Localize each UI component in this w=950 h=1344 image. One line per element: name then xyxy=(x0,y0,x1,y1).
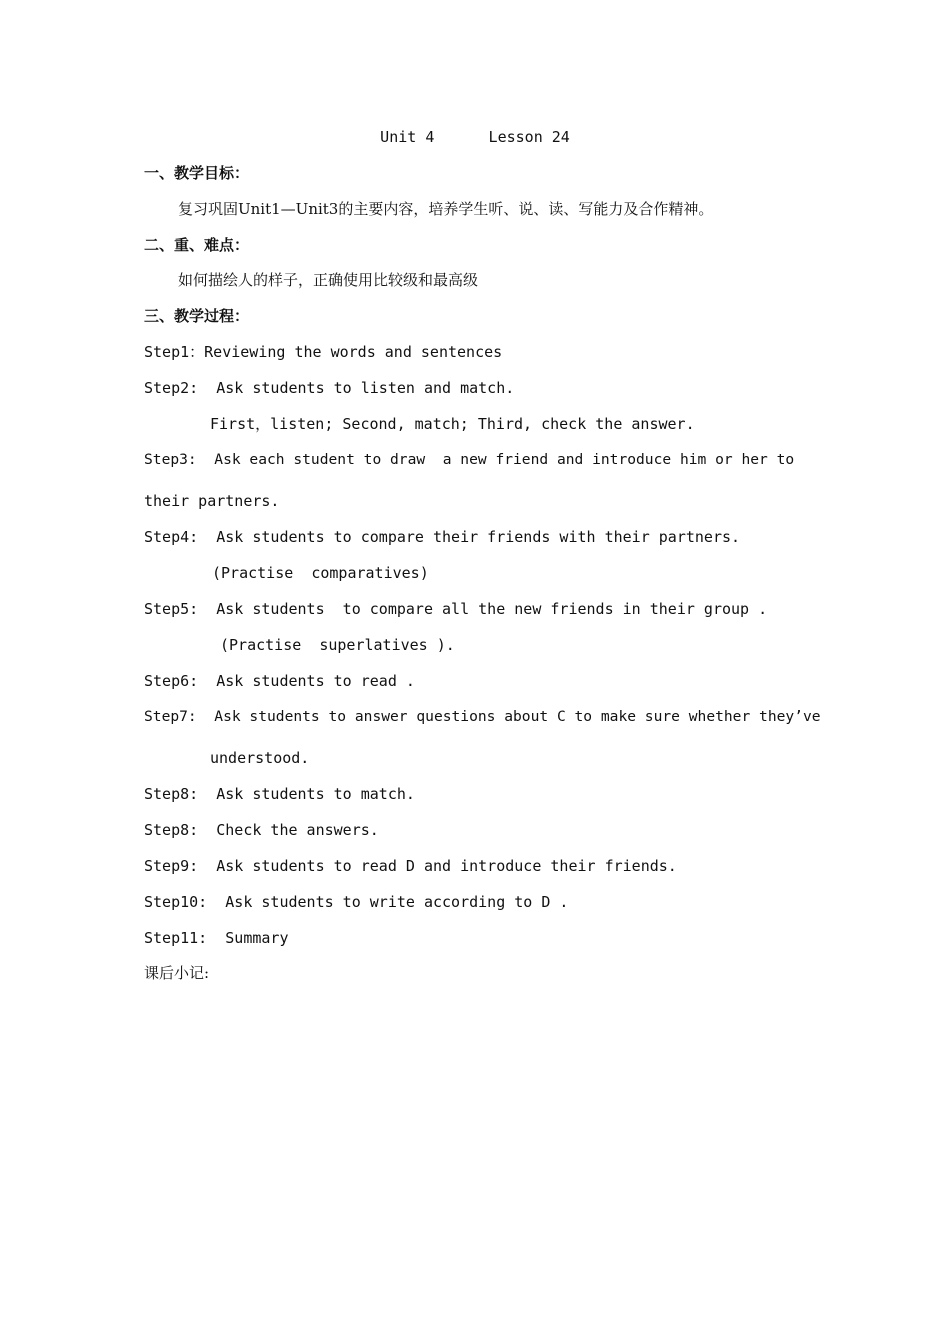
step-5: Step5: Ask students to compare all the new friends in their group . xyxy=(144,600,768,618)
step-9: Step9: Ask students to read D and introduce their friends. xyxy=(144,857,677,875)
step-7: Step7: Ask students to answer questions about C to make sure whether they’ve xyxy=(144,708,821,725)
step-3: Step3: Ask each student to draw a new friend and introduce him or her to xyxy=(144,451,795,468)
process-heading: 三、教学过程： xyxy=(144,307,250,325)
page-title: Unit 4 Lesson 24 xyxy=(380,128,570,146)
step-3-continued: their partners. xyxy=(144,492,280,510)
notes-label: 课后小记: xyxy=(144,964,210,982)
step-11: Step11: Summary xyxy=(144,929,289,947)
step-2: Step2: Ask students to listen and match. xyxy=(144,379,515,397)
step-10: Step10: Ask students to write according to D . xyxy=(144,893,569,911)
key-points-text: 如何描绘人的样子，正确使用比较级和最高级 xyxy=(178,271,479,289)
step-1: Step1：Reviewing the words and sentences xyxy=(144,343,503,361)
step-6: Step6: Ask students to read . xyxy=(144,672,415,690)
step-4: Step4: Ask students to compare their friends with their partners. xyxy=(144,528,741,546)
step-7-continued: understood. xyxy=(210,749,310,767)
step-5-detail: (Practise superlatives ). xyxy=(220,636,455,654)
step-2-detail: First，listen; Second, match; Third, check the answer. xyxy=(210,415,695,433)
key-points-heading: 二、重、难点： xyxy=(144,236,250,254)
step-8-check: Step8: Check the answers. xyxy=(144,821,379,839)
step-8-match: Step8: Ask students to match. xyxy=(144,785,415,803)
objectives-heading: 一、教学目标： xyxy=(144,164,250,182)
step-4-detail: (Practise comparatives) xyxy=(212,564,429,582)
objectives-text: 复习巩固Unit1—Unit3的主要内容，培养学生听、说、读、写能力及合作精神。 xyxy=(178,200,714,218)
